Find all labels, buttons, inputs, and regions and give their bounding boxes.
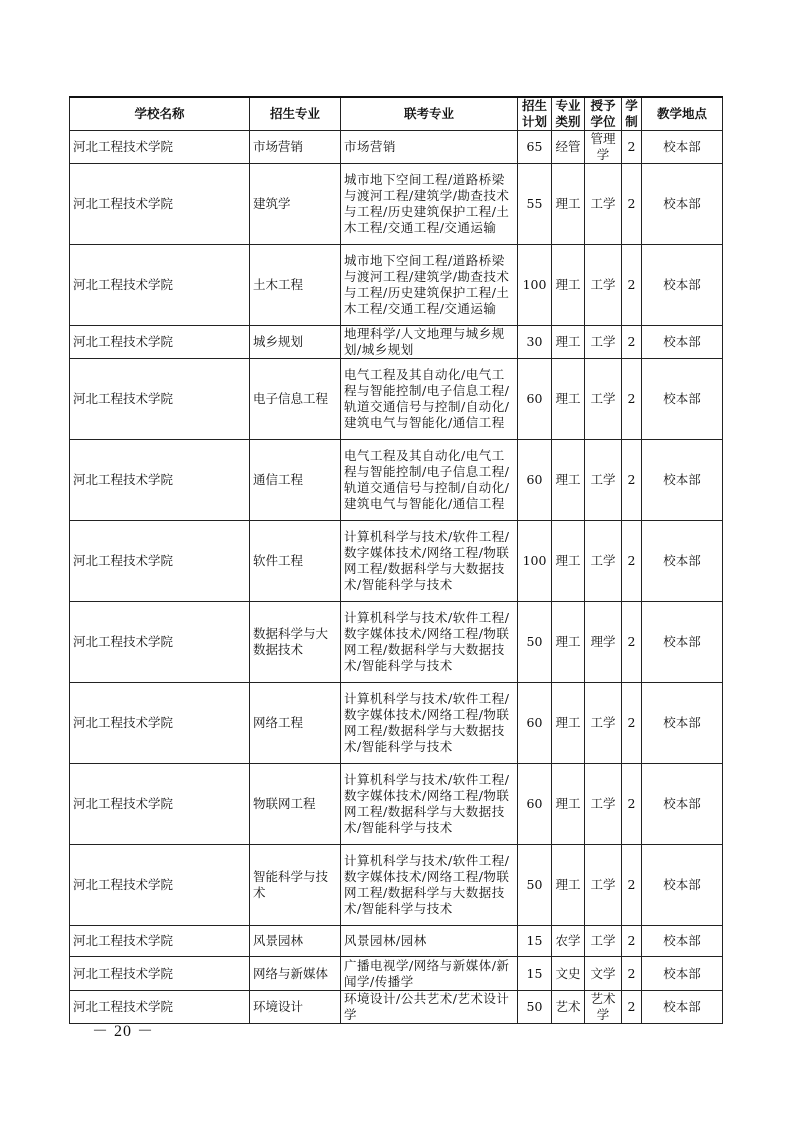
cell-school: 河北工程技术学院 (70, 602, 250, 683)
cell-category: 理工 (552, 845, 585, 926)
cell-major: 通信工程 (250, 440, 341, 521)
cell-years: 2 (622, 602, 642, 683)
cell-years: 2 (622, 326, 642, 359)
cell-years: 2 (622, 359, 642, 440)
table-row (70, 245, 723, 326)
table-row (70, 326, 723, 359)
cell-joint: 地理科学/人文地理与城乡规划/城乡规划 (341, 326, 518, 359)
cell-school: 河北工程技术学院 (70, 245, 250, 326)
cell-location: 校本部 (642, 957, 723, 991)
header-location: 教学地点 (642, 97, 723, 131)
cell-category: 理工 (552, 164, 585, 245)
cell-plan: 55 (518, 164, 552, 245)
cell-major: 网络与新媒体 (250, 957, 341, 991)
cell-plan: 60 (518, 359, 552, 440)
cell-school: 河北工程技术学院 (70, 440, 250, 521)
cell-joint: 电气工程及其自动化/电气工程与智能控制/电子信息工程/轨道交通信号与控制/自动化/建筑电气与智能化/通信工程 (341, 440, 518, 521)
cell-location: 校本部 (642, 845, 723, 926)
cell-degree: 工学 (585, 845, 622, 926)
cell-location: 校本部 (642, 326, 723, 359)
cell-location: 校本部 (642, 359, 723, 440)
cell-plan: 50 (518, 602, 552, 683)
cell-plan: 60 (518, 683, 552, 764)
cell-location: 校本部 (642, 991, 723, 1024)
cell-plan: 15 (518, 926, 552, 957)
header-degree: 授予学位 (585, 97, 622, 131)
cell-years: 2 (622, 957, 642, 991)
cell-major: 软件工程 (250, 521, 341, 602)
cell-plan: 50 (518, 845, 552, 926)
cell-category: 理工 (552, 440, 585, 521)
cell-years: 2 (622, 164, 642, 245)
cell-major: 风景园林 (250, 926, 341, 957)
cell-category: 理工 (552, 764, 585, 845)
table-row (70, 359, 723, 440)
cell-major: 数据科学与大数据技术 (250, 602, 341, 683)
cell-degree: 工学 (585, 926, 622, 957)
cell-location: 校本部 (642, 683, 723, 764)
cell-category: 理工 (552, 602, 585, 683)
cell-plan: 60 (518, 764, 552, 845)
table-row (70, 683, 723, 764)
cell-joint: 广播电视学/网络与新媒体/新闻学/传播学 (341, 957, 518, 991)
cell-degree: 工学 (585, 326, 622, 359)
header-joint: 联考专业 (341, 97, 518, 131)
table-row (70, 521, 723, 602)
table-row (70, 164, 723, 245)
cell-school: 河北工程技术学院 (70, 164, 250, 245)
cell-location: 校本部 (642, 926, 723, 957)
cell-major: 建筑学 (250, 164, 341, 245)
cell-school: 河北工程技术学院 (70, 359, 250, 440)
cell-plan: 100 (518, 521, 552, 602)
cell-joint: 电气工程及其自动化/电气工程与智能控制/电子信息工程/轨道交通信号与控制/自动化/建筑电气与智能化/通信工程 (341, 359, 518, 440)
cell-category: 艺术 (552, 991, 585, 1024)
header-category: 专业类别 (552, 97, 585, 131)
cell-major: 土木工程 (250, 245, 341, 326)
cell-degree: 工学 (585, 164, 622, 245)
cell-school: 河北工程技术学院 (70, 926, 250, 957)
cell-school: 河北工程技术学院 (70, 957, 250, 991)
cell-location: 校本部 (642, 245, 723, 326)
cell-major: 环境设计 (250, 991, 341, 1024)
cell-school: 河北工程技术学院 (70, 764, 250, 845)
cell-joint: 城市地下空间工程/道路桥梁与渡河工程/建筑学/勘查技术与工程/历史建筑保护工程/土木工程/交通工程/交通运输 (341, 164, 518, 245)
cell-joint: 市场营销 (341, 131, 518, 164)
cell-plan: 100 (518, 245, 552, 326)
cell-school: 河北工程技术学院 (70, 326, 250, 359)
table-body (70, 131, 723, 1024)
table-row (70, 131, 723, 164)
cell-major: 网络工程 (250, 683, 341, 764)
cell-degree: 工学 (585, 359, 622, 440)
table-row (70, 845, 723, 926)
table-row (70, 440, 723, 521)
header-major: 招生专业 (250, 97, 341, 131)
cell-joint: 计算机科学与技术/软件工程/数字媒体技术/网络工程/物联网工程/数据科学与大数据技术/智能科学与技术 (341, 845, 518, 926)
cell-degree: 理学 (585, 602, 622, 683)
cell-plan: 50 (518, 991, 552, 1024)
table-row (70, 991, 723, 1024)
header-row (70, 97, 723, 131)
cell-years: 2 (622, 845, 642, 926)
cell-school: 河北工程技术学院 (70, 683, 250, 764)
cell-major: 市场营销 (250, 131, 341, 164)
cell-joint: 城市地下空间工程/道路桥梁与渡河工程/建筑学/勘查技术与工程/历史建筑保护工程/土木工程/交通工程/交通运输 (341, 245, 518, 326)
cell-category: 文史 (552, 957, 585, 991)
cell-location: 校本部 (642, 164, 723, 245)
cell-location: 校本部 (642, 131, 723, 164)
table-row (70, 602, 723, 683)
cell-category: 理工 (552, 245, 585, 326)
admissions-table (69, 96, 723, 1024)
cell-category: 理工 (552, 683, 585, 764)
cell-category: 理工 (552, 521, 585, 602)
cell-years: 2 (622, 764, 642, 845)
cell-plan: 30 (518, 326, 552, 359)
page-number: － 20 － (92, 1023, 155, 1040)
cell-location: 校本部 (642, 521, 723, 602)
cell-major: 城乡规划 (250, 326, 341, 359)
cell-degree: 工学 (585, 440, 622, 521)
cell-major: 物联网工程 (250, 764, 341, 845)
header-plan: 招生计划 (518, 97, 552, 131)
table-row (70, 926, 723, 957)
cell-joint: 环境设计/公共艺术/艺术设计学 (341, 991, 518, 1024)
cell-degree: 工学 (585, 245, 622, 326)
cell-category: 理工 (552, 326, 585, 359)
cell-location: 校本部 (642, 764, 723, 845)
cell-location: 校本部 (642, 602, 723, 683)
cell-category: 经管 (552, 131, 585, 164)
cell-plan: 15 (518, 957, 552, 991)
cell-degree: 工学 (585, 764, 622, 845)
cell-degree: 管理学 (585, 131, 622, 164)
cell-school: 河北工程技术学院 (70, 131, 250, 164)
table-row (70, 764, 723, 845)
cell-degree: 工学 (585, 683, 622, 764)
cell-years: 2 (622, 131, 642, 164)
cell-degree: 文学 (585, 957, 622, 991)
cell-category: 农学 (552, 926, 585, 957)
cell-joint: 计算机科学与技术/软件工程/数字媒体技术/网络工程/物联网工程/数据科学与大数据技术/智能科学与技术 (341, 602, 518, 683)
cell-school: 河北工程技术学院 (70, 991, 250, 1024)
cell-location: 校本部 (642, 440, 723, 521)
cell-years: 2 (622, 991, 642, 1024)
cell-major: 电子信息工程 (250, 359, 341, 440)
cell-degree: 工学 (585, 521, 622, 602)
cell-category: 理工 (552, 359, 585, 440)
cell-years: 2 (622, 926, 642, 957)
cell-school: 河北工程技术学院 (70, 845, 250, 926)
cell-degree: 艺术学 (585, 991, 622, 1024)
cell-joint: 计算机科学与技术/软件工程/数字媒体技术/网络工程/物联网工程/数据科学与大数据技术/智能科学与技术 (341, 521, 518, 602)
header-school: 学校名称 (70, 97, 250, 131)
table-row (70, 957, 723, 991)
cell-joint: 风景园林/园林 (341, 926, 518, 957)
cell-school: 河北工程技术学院 (70, 521, 250, 602)
cell-joint: 计算机科学与技术/软件工程/数字媒体技术/网络工程/物联网工程/数据科学与大数据技术/智能科学与技术 (341, 683, 518, 764)
cell-years: 2 (622, 245, 642, 326)
cell-plan: 60 (518, 440, 552, 521)
cell-major: 智能科学与技术 (250, 845, 341, 926)
cell-plan: 65 (518, 131, 552, 164)
cell-years: 2 (622, 683, 642, 764)
cell-years: 2 (622, 521, 642, 602)
header-years: 学制 (622, 97, 642, 131)
cell-joint: 计算机科学与技术/软件工程/数字媒体技术/网络工程/物联网工程/数据科学与大数据技术/智能科学与技术 (341, 764, 518, 845)
cell-years: 2 (622, 440, 642, 521)
